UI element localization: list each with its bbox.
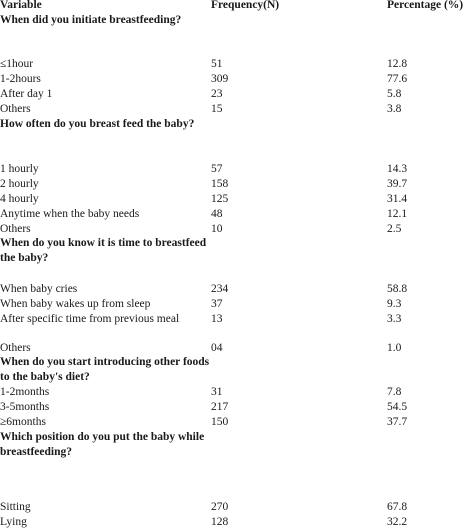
header-percentage: Percentage (%) xyxy=(387,0,464,11)
header-variable: Variable xyxy=(0,0,42,11)
header-frequency: Frequency(N) xyxy=(211,0,280,11)
